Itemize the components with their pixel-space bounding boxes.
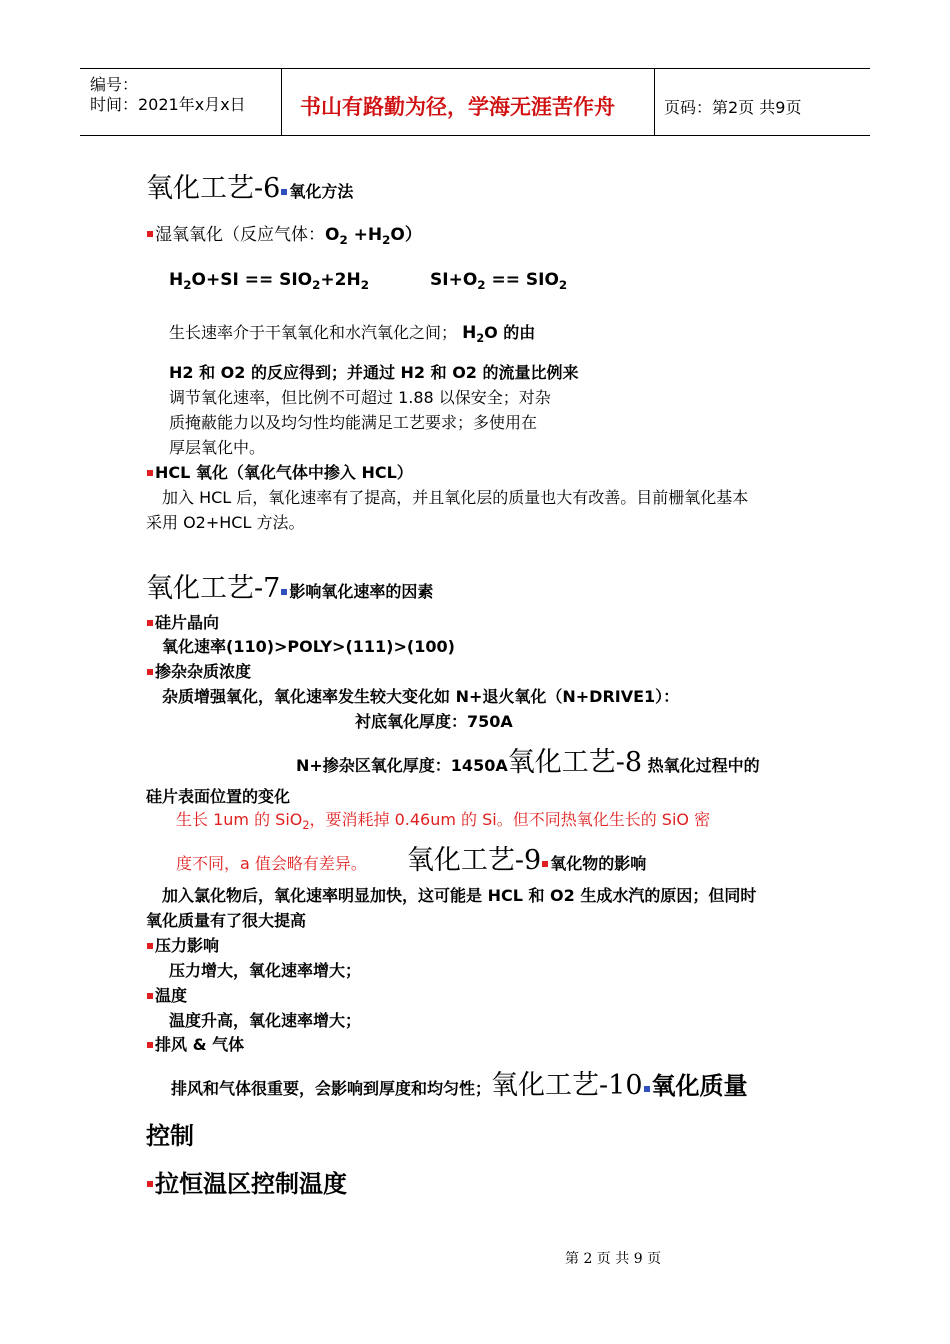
section-8-title: 氧化工艺-8 — [507, 747, 643, 778]
doping-text: 杂质增强氧化，氧化速率发生较大变化如 N+退火氧化（N+DRIVE1）： — [162, 687, 680, 706]
exhaust-heading: 排风 & 气体 — [146, 1032, 244, 1055]
hcl-paragraph-line-1: 加入 HCL 后，氧化速率有了提高，并且氧化层的质量也大有改善。目前栅氧化基本 — [162, 488, 749, 507]
bullet-icon — [644, 1086, 650, 1092]
section-10-heading-line — [171, 1063, 748, 1102]
wet-paragraph-line-2: H2 和 O2 的反应得到；并通过 H2 和 O2 的流量比例来 — [169, 363, 579, 382]
section-8-heading-line — [296, 740, 760, 779]
bullet-icon — [147, 1042, 153, 1048]
bullet-icon — [147, 470, 153, 476]
exhaust-text: 排风和气体很重要，会影响到厚度和均匀性； — [171, 1079, 492, 1098]
wet-paragraph-line-3: 调节氧化速率，但比例不可超过 1.88 以保安全；对杂 — [169, 388, 551, 407]
pressure-text: 压力增大，氧化速率增大； — [169, 961, 362, 980]
orientation-text: 氧化速率(110)>POLY>(111)>(100) — [162, 637, 455, 656]
doping-heading: 掺杂杂质浓度 — [146, 659, 251, 682]
section-10-subtitle-cont: 控制 — [146, 1122, 194, 1150]
temperature-text: 温度升高，氧化速率增大； — [169, 1011, 362, 1030]
section-7-title: 氧化工艺-7 — [146, 573, 281, 604]
bullet-icon — [147, 943, 153, 949]
section-6-title: 氧化工艺-6 — [146, 173, 281, 204]
bullet-icon — [147, 620, 153, 626]
bullet-icon — [281, 189, 287, 195]
red-note-line-2: 度不同，a 值会略有差异。 — [176, 854, 367, 873]
section-6-subtitle: 氧化方法 — [289, 182, 354, 201]
bullet-icon — [542, 861, 548, 867]
section-9-subtitle: 氧化物的影响 — [550, 854, 647, 873]
page-footer: 第 2 页 共 9 页 — [565, 1251, 662, 1267]
section-6-heading — [146, 166, 353, 205]
wet-paragraph-line-4: 质掩蔽能力以及均匀性均能满足工艺要求；多使用在 — [169, 413, 538, 432]
wet-oxidation-heading: 湿氧氧化（反应气体：$O_2 +H_2O$） — [146, 220, 422, 245]
pressure-heading: 压力影响 — [146, 933, 219, 956]
section-9-heading-line — [176, 838, 646, 877]
temperature-heading: 温度 — [146, 983, 187, 1006]
header-motto: 书山有路勤为径，学海无涯苦作舟 — [300, 95, 615, 119]
chloride-line-2: 氧化质量有了很大提高 — [146, 911, 307, 930]
header-top-border — [80, 68, 870, 69]
nplus-thickness: N+掺杂区氧化厚度：1450A — [296, 756, 508, 775]
bullet-icon — [147, 231, 153, 237]
header-number-label: 编号： — [90, 75, 139, 94]
thermal-zone-item: 拉恒温区控制温度 — [146, 1164, 347, 1199]
header-page-info: 页码：第2页 共9页 — [664, 98, 802, 117]
section-9-title: 氧化工艺-9 — [406, 845, 542, 876]
header-bottom-border — [80, 135, 870, 136]
hcl-oxidation-heading: HCL 氧化（氧化气体中掺入 HCL） — [146, 460, 413, 483]
section-8-subtitle-cont: 硅片表面位置的变化 — [146, 787, 291, 806]
bullet-icon — [147, 993, 153, 999]
header-divider-2 — [654, 68, 655, 136]
bullet-icon — [147, 669, 153, 675]
section-7-subtitle: 影响氧化速率的因素 — [289, 582, 434, 601]
equation-1: $H_2O+SI == SIO_2+2H_2$ — [169, 270, 370, 293]
section-7-heading — [146, 566, 433, 605]
equation-2: $SI+O_2 == SIO_2$ — [430, 270, 568, 293]
red-note-line-1: 生长 1um 的 SiO$_2$，要消耗掉 0.46um 的 Si。但不同热氧化生长的 SiO 密 — [176, 810, 711, 832]
header-date: 时间：2021年x月x日 — [90, 95, 246, 114]
bullet-icon — [147, 1181, 153, 1187]
header-divider-1 — [281, 68, 282, 136]
chloride-line-1: 加入氯化物后，氧化速率明显加快，这可能是 HCL 和 O2 生成水汽的原因；但同时 — [162, 886, 757, 905]
section-10-title: 氧化工艺-10 — [491, 1070, 643, 1101]
hcl-paragraph-line-2: 采用 O2+HCL 方法。 — [146, 513, 305, 532]
wet-paragraph-line-5: 厚层氧化中。 — [169, 438, 266, 457]
substrate-thickness: 衬底氧化厚度：750A — [355, 712, 513, 731]
wet-paragraph-line-1: 生长速率介于干氧氧化和水汽氧化之间； $H_2O$ 的由 — [169, 323, 536, 345]
bullet-icon — [281, 589, 287, 595]
section-8-subtitle: 热氧化过程中的 — [642, 756, 760, 775]
section-10-subtitle: 氧化质量 — [651, 1072, 748, 1100]
orientation-heading: 硅片晶向 — [146, 610, 219, 633]
